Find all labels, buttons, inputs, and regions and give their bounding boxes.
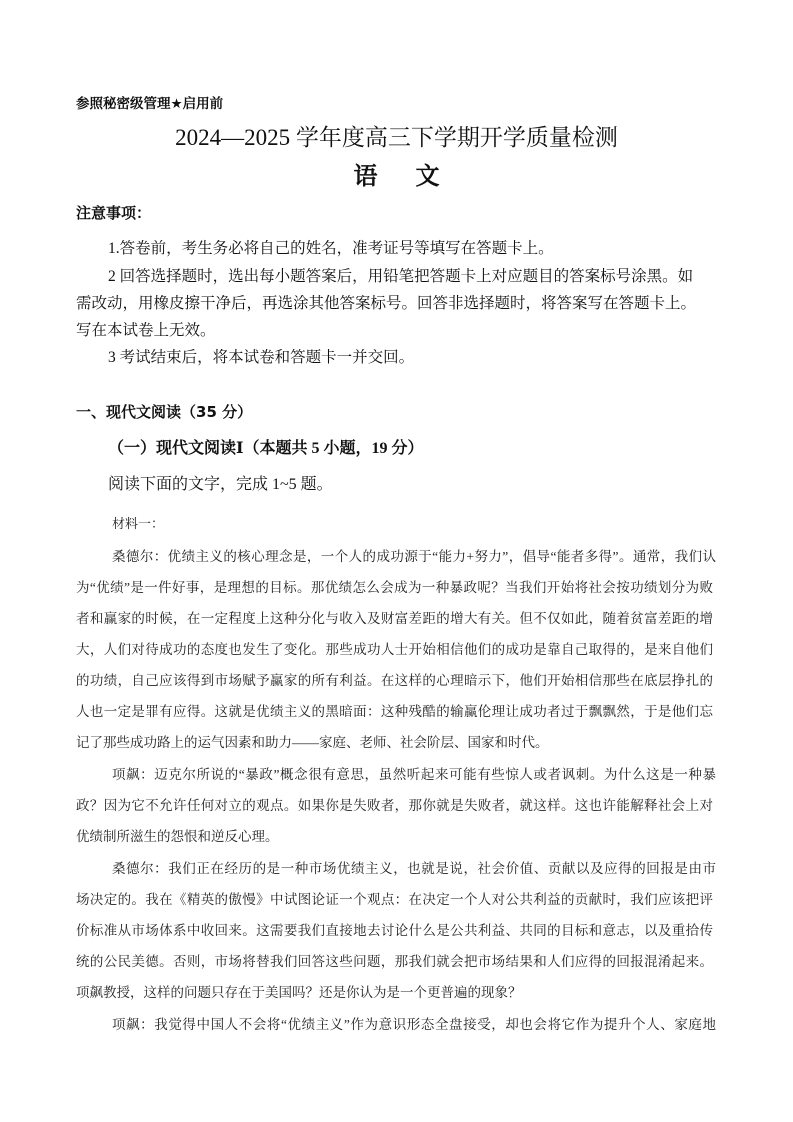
confidentiality-label: 参照秘密级管理★启用前 — [76, 96, 224, 112]
subject-title: 语文 — [353, 164, 478, 190]
reading-instruction: 阅读下面的文字，完成 1~5 题。 — [108, 476, 333, 493]
material-line: 项飙：迈克尔所说的“暴政”概念很有意思，虽然听起来可能有些惊人或者讽刺。为什么这是一种暴 — [112, 767, 716, 782]
material-line: 项飙教授，这样的问题只存在于美国吗？还是你认为是一个更普遍的现象？ — [76, 985, 522, 1000]
material-line: 桑德尔：优绩主义的核心理念是，一个人的成功源于“能力+努力”，倡导“能者多得”。通常，我们认 — [112, 549, 716, 564]
material-label: 材料一： — [112, 516, 165, 531]
material-line: 人也一定是罪有应得。这就是优绩主义的黑暗面：这种残酷的输赢伦理让成功者过于飘飘然，于是他们忘 — [76, 704, 713, 719]
material-line: 桑德尔：我们正在经历的是一种市场优绩主义，也就是说，社会价值、贡献以及应得的回报是由市 — [112, 861, 716, 876]
subsection-heading: （一）现代文阅读Ⅰ（本题共 5 小题，19 分） — [108, 440, 424, 457]
notice-line: 2 回答选择题时，选出每小题答案后，用铅笔把答题卡上对应题目的答案标号涂黑。如 — [108, 268, 694, 285]
material-line: 者和赢家的时候，在一定程度上这种分化与收入及财富差距的增大有关。但不仅如此，随着贫富差距的增 — [76, 611, 713, 626]
material-line: 政？因为它不允许任何对立的观点。如果你是失败者，那你就是失败者，就这样。这也许能解释社会上对 — [76, 798, 713, 813]
notice-line: 需改动，用橡皮擦干净后，再选涂其他答案标号。回答非选择题时，将答案写在答题卡上。 — [76, 295, 697, 312]
exam-title: 2024—2025 学年度高三下学期开学质量检测 — [175, 125, 618, 150]
material-line: 的功绩，自己应该得到市场赋予赢家的所有利益。在这样的心理暗示下，他们开始相信那些在底层挣扎的 — [76, 673, 713, 688]
material-line: 统的公民美德。否则，市场将替我们回答这些问题，那我们就会把市场结果和人们应得的回报混淆起来。 — [76, 954, 713, 969]
material-line: 价标准从市场体系中收回来。这需要我们直接地去讨论什么是公共利益、共同的目标和意志，以及重拾传 — [76, 923, 713, 938]
section-heading: 一、现代文阅读（35 分） — [76, 403, 253, 421]
material-line: 项飙：我觉得中国人不会将“优绩主义”作为意识形态全盘接受，却也会将它作为提升个人、家庭地 — [112, 1017, 716, 1032]
material-line: 为“优绩”是一件好事，是理想的目标。那优绩怎么会成为一种暴政呢？当我们开始将社会按功绩划分为败 — [76, 580, 713, 595]
material-line: 优绩制所滋生的怨恨和逆反心理。 — [76, 829, 279, 844]
notice-line: 1.答卷前，考生务必将自己的姓名，准考证号等填写在答题卡上。 — [108, 240, 554, 257]
material-line: 场决定的。我在《精英的傲慢》中试图论证一个观点：在决定一个人对公共利益的贡献时，我们应该把评 — [76, 892, 713, 907]
notice-heading: 注意事项： — [76, 204, 152, 222]
notice-line: 3 考试结束后，将本试卷和答题卡一并交回。 — [108, 349, 415, 366]
material-line: 记了那些成功路上的运气因素和助力——家庭、老师、社会阶层、国家和时代。 — [76, 735, 549, 750]
notice-line: 写在本试卷上无效。 — [76, 322, 216, 339]
material-line: 大，人们对待成功的态度也发生了变化。那些成功人士开始相信他们的成功是靠自己取得的，是来自他们 — [76, 642, 713, 657]
